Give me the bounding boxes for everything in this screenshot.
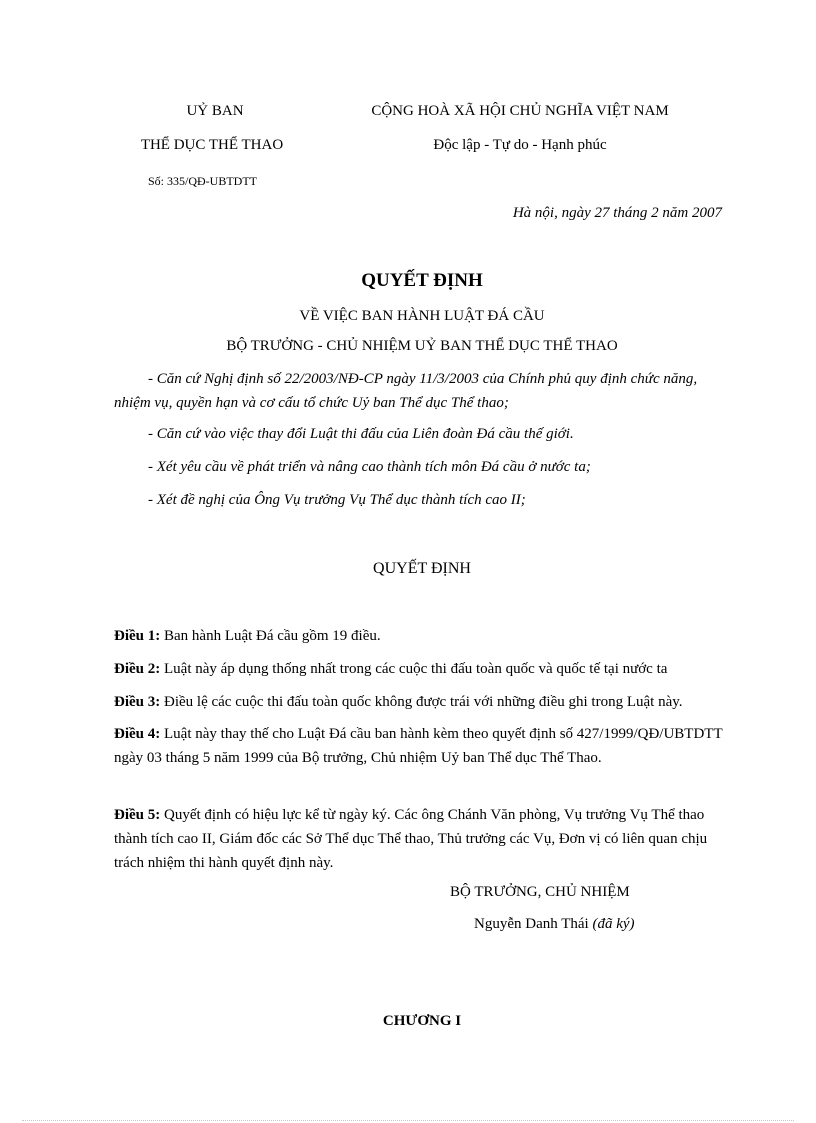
org-name-line2: THỂ DỤC THỂ THAO bbox=[140, 137, 284, 153]
article-label: Điều 3: bbox=[114, 694, 161, 710]
page-bottom-divider bbox=[22, 1120, 794, 1121]
chapter-heading: CHƯƠNG I bbox=[382, 1013, 462, 1029]
article-2 bbox=[114, 661, 667, 678]
signer-name: Nguyễn Danh Thái bbox=[474, 916, 589, 932]
national-motto: Độc lập - Tự do - Hạnh phúc bbox=[433, 137, 607, 153]
document-subject: VỀ VIỆC BAN HÀNH LUẬT ĐÁ CẦU bbox=[299, 308, 545, 324]
org-name-line1: UỶ BAN bbox=[186, 103, 244, 119]
article-4 bbox=[114, 722, 726, 770]
preamble-item: - Căn cứ vào việc thay đổi Luật thi đấu của Liên đoàn Đá cầu thế giới. bbox=[148, 426, 574, 442]
article-text: Ban hành Luật Đá cầu gồm 19 điều. bbox=[164, 628, 381, 644]
signer-title: BỘ TRƯỞNG, CHỦ NHIỆM bbox=[450, 884, 630, 900]
document-number: Số: 335/QĐ-UBTDTT bbox=[148, 174, 257, 188]
article-label: Điều 4: bbox=[114, 726, 161, 742]
article-label: Điều 5: bbox=[114, 807, 161, 823]
article-text: Điều lệ các cuộc thi đấu toàn quốc không được trái với những điều ghi trong Luật này. bbox=[164, 694, 683, 710]
article-1 bbox=[114, 628, 381, 645]
article-3 bbox=[114, 694, 683, 711]
decision-heading: QUYẾT ĐỊNH bbox=[373, 560, 471, 577]
document-title: QUYẾT ĐỊNH bbox=[361, 270, 483, 291]
nation-name: CỘNG HOÀ XÃ HỘI CHỦ NGHĨA VIỆT NAM bbox=[371, 103, 669, 119]
preamble-item: - Xét yêu cầu về phát triển và nâng cao thành tích môn Đá cầu ở nước ta; bbox=[148, 459, 591, 475]
article-label: Điều 1: bbox=[114, 628, 161, 644]
preamble-item: - Xét đề nghị của Ông Vụ trưởng Vụ Thể dục thành tích cao II; bbox=[148, 492, 526, 508]
article-text: Quyết định có hiệu lực kể từ ngày ký. Các ông Chánh Văn phòng, Vụ trưởng Vụ Thể thao thành tích cao II, Giám đốc các Sở Thể dục Thể thao, Thủ trưởng các Vụ, Đơn vị có liên quan chịu trách nhiệm thi hành quyết định này. bbox=[114, 807, 708, 871]
signed-note: (đã ký) bbox=[592, 916, 635, 932]
issuing-authority: BỘ TRƯỞNG - CHỦ NHIỆM UỶ BAN THỂ DỤC THỂ THAO bbox=[226, 338, 618, 354]
signer-name-line bbox=[474, 916, 635, 933]
article-5 bbox=[114, 803, 726, 875]
place-date: Hà nội, ngày 27 tháng 2 năm 2007 bbox=[512, 205, 722, 221]
preamble-item: - Căn cứ Nghị định số 22/2003/NĐ-CP ngày 11/3/2003 của Chính phủ quy định chức năng, nhiệm vụ, quyền hạn và cơ cấu tổ chức Uỷ ban Thể dục Thể thao; bbox=[114, 371, 698, 411]
article-text: Luật này thay thế cho Luật Đá cầu ban hành kèm theo quyết định số 427/1999/QĐ/UBTDTT ngày 03 tháng 5 năm 1999 của Bộ trưởng, Chủ nhiệm Uỷ ban Thể dục Thể Thao. bbox=[114, 726, 723, 766]
article-label: Điều 2: bbox=[114, 661, 161, 677]
article-text: Luật này áp dụng thống nhất trong các cuộc thi đấu toàn quốc và quốc tế tại nước ta bbox=[164, 661, 668, 677]
